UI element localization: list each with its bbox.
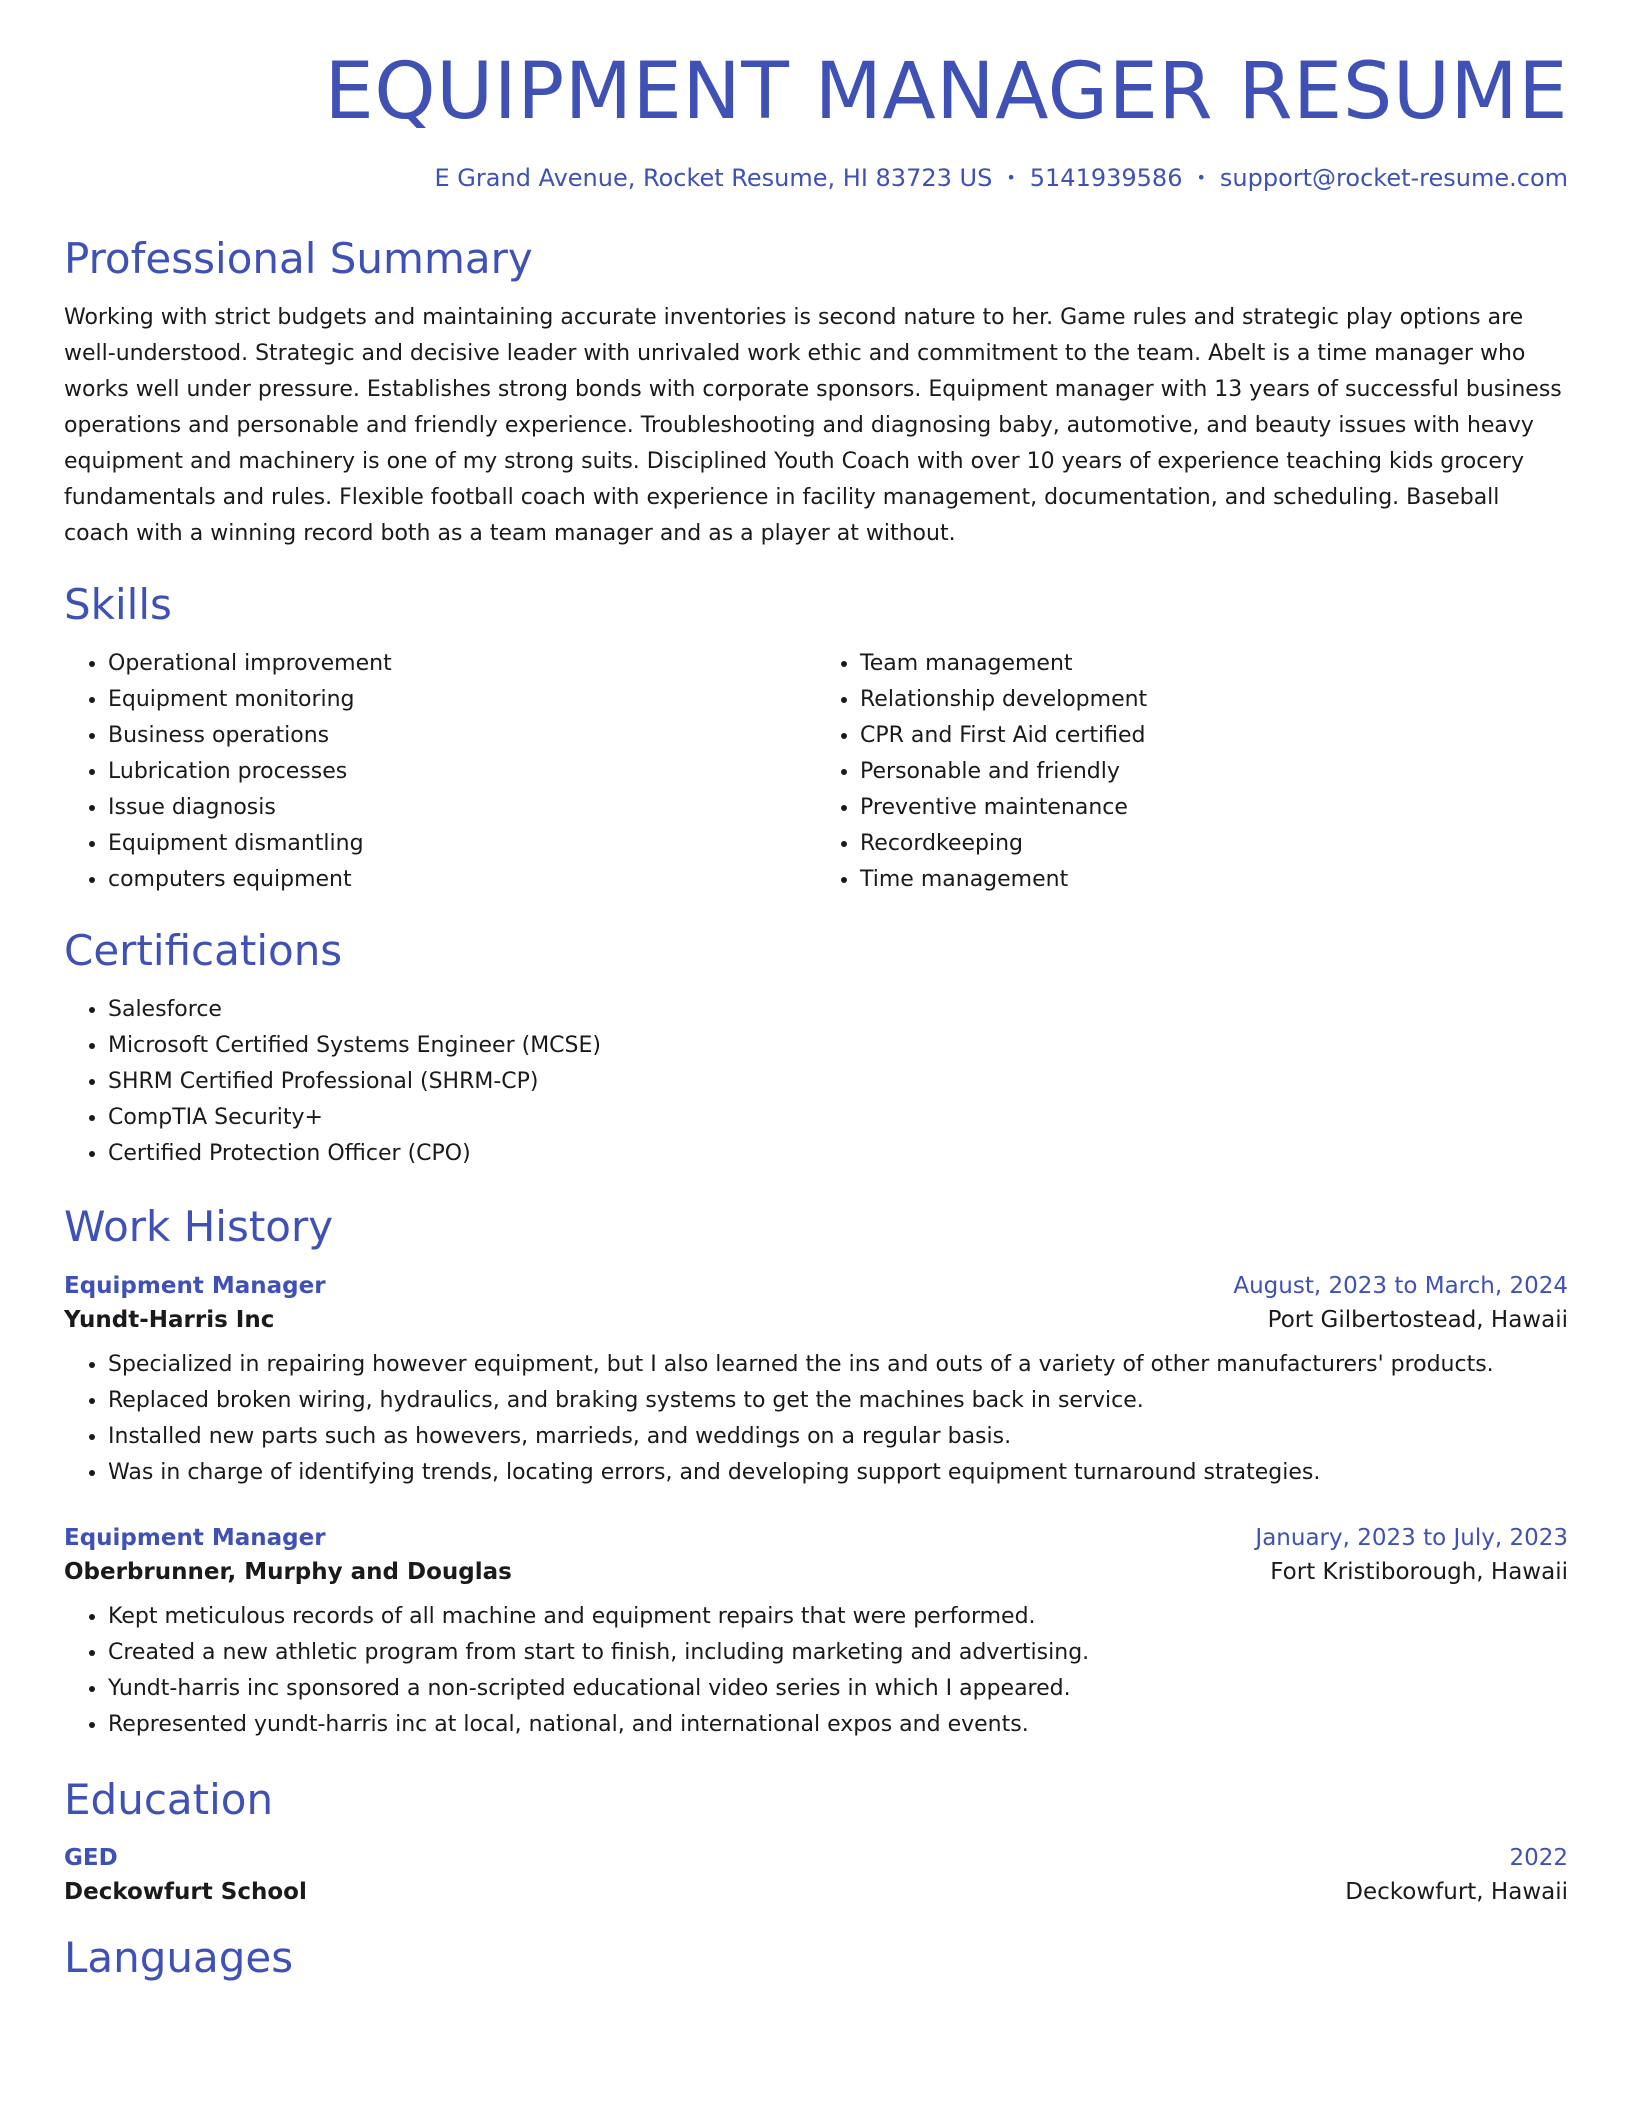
education-entry — [64, 1845, 1568, 1905]
skill-item: • computers equipment — [108, 862, 816, 898]
work-history-section — [64, 1204, 1568, 1742]
job-location: Port Gilbertostead, Hawaii — [1267, 1306, 1568, 1333]
job-bullet: • Installed new parts such as howevers, marrieds, and weddings on a regular basis. — [108, 1419, 1568, 1455]
certification-item: • Salesforce — [108, 992, 1568, 1028]
summary-heading: Professional Summary — [64, 233, 533, 283]
languages-heading: Languages — [64, 1932, 294, 1982]
skills-list-right — [816, 646, 1568, 898]
skill-item: • Equipment dismantling — [108, 826, 816, 862]
education-year: 2022 — [1509, 1844, 1568, 1871]
skills-list-left — [64, 646, 816, 898]
certifications-section — [64, 928, 1568, 1172]
certification-item: • CompTIA Security+ — [108, 1100, 1568, 1136]
job-bullet: • Was in charge of identifying trends, locating errors, and developing support equipment turnaround strategies. — [108, 1455, 1568, 1491]
certification-item: • Microsoft Certified Systems Engineer (MCSE) — [108, 1028, 1568, 1064]
contact-separator: • — [1006, 167, 1016, 187]
job-dates: January, 2023 to July, 2023 — [1255, 1524, 1568, 1551]
skills-heading: Skills — [64, 580, 172, 630]
certification-item: • SHRM Certified Professional (SHRM-CP) — [108, 1064, 1568, 1100]
skills-section — [64, 582, 1568, 898]
job-title: Equipment Manager — [64, 1272, 326, 1299]
skill-item: • Equipment monitoring — [108, 682, 816, 718]
work-history-heading: Work History — [64, 1202, 334, 1252]
job-bullets — [64, 1347, 1568, 1491]
job-bullet: • Kept meticulous records of all machine and equipment repairs that were performed. — [108, 1599, 1568, 1635]
contact-line — [64, 164, 1568, 192]
skills-columns — [64, 646, 1568, 898]
education-location: Deckowfurt, Hawaii — [1345, 1878, 1568, 1905]
job-bullet: • Specialized in repairing however equipment, but I also learned the ins and outs of a variety of other manufacturers' products. — [108, 1347, 1568, 1383]
skill-item: • Team management — [860, 646, 1568, 682]
skill-item: • Personable and friendly — [860, 754, 1568, 790]
education-school: Deckowfurt School — [64, 1878, 307, 1905]
summary-section — [64, 233, 1568, 552]
skill-item: • Issue diagnosis — [108, 790, 816, 826]
job-bullet: • Created a new athletic program from start to finish, including marketing and advertising. — [108, 1635, 1568, 1671]
certifications-list — [64, 992, 1568, 1172]
education-section — [64, 1774, 1568, 1905]
skill-item: • Business operations — [108, 718, 816, 754]
skill-item: • CPR and First Aid certified — [860, 718, 1568, 754]
certification-item: • Certified Protection Officer (CPO) — [108, 1136, 1568, 1172]
languages-section — [64, 1932, 1568, 1982]
skill-item: • Recordkeeping — [860, 826, 1568, 862]
contact-email[interactable]: support@rocket-resume.com — [1219, 163, 1568, 192]
skill-item: • Operational improvement — [108, 646, 816, 682]
job-entry — [64, 1273, 1568, 1491]
job-title: Equipment Manager — [64, 1524, 326, 1551]
certifications-heading: Certifications — [64, 926, 343, 976]
job-bullet: • Replaced broken wiring, hydraulics, and braking systems to get the machines back in service. — [108, 1383, 1568, 1419]
skill-item: • Relationship development — [860, 682, 1568, 718]
skill-item: • Lubrication processes — [108, 754, 816, 790]
resume-title: EQUIPMENT MANAGER RESUME — [324, 47, 1568, 137]
job-entry — [64, 1525, 1568, 1743]
contact-separator: • — [1196, 167, 1206, 187]
skill-item: • Preventive maintenance — [860, 790, 1568, 826]
job-bullet: • Represented yundt-harris inc at local, national, and international expos and events. — [108, 1707, 1568, 1743]
job-dates: August, 2023 to March, 2024 — [1233, 1272, 1568, 1299]
job-bullet: • Yundt-harris inc sponsored a non-scripted educational video series in which I appeared. — [108, 1671, 1568, 1707]
contact-address: E Grand Avenue, Rocket Resume, HI 83723 US — [434, 163, 993, 192]
job-location: Fort Kristiborough, Hawaii — [1270, 1558, 1568, 1585]
skill-item: • Time management — [860, 862, 1568, 898]
job-bullets — [64, 1599, 1568, 1743]
education-heading: Education — [64, 1774, 274, 1824]
job-company: Oberbrunner, Murphy and Douglas — [64, 1558, 512, 1585]
summary-text: Working with strict budgets and maintaining accurate inventories is second nature to her. Game rules and strategic play options are well-understood. Strategic and decisive leader with unrivaled work ethic and commitment to the team. Abelt is a time manager who works well under pressure. Establishes strong bonds with corporate sponsors. Equipment manager with 13 years of successful business operations and personable and friendly experience. Troubleshooting and diagnosing baby, automotive, and beauty issues with heavy equipment and machinery is one of my strong suits. Disciplined Youth Coach with over 10 years of experience teaching kids grocery fundamentals and rules. Flexible football coach with experience in facility management, documentation, and scheduling. Baseball coach with a winning record both as a team manager and as a player at without. — [64, 305, 1562, 547]
contact-phone[interactable]: 5141939586 — [1029, 163, 1183, 192]
job-company: Yundt-Harris Inc — [64, 1306, 275, 1333]
education-degree: GED — [64, 1844, 118, 1871]
